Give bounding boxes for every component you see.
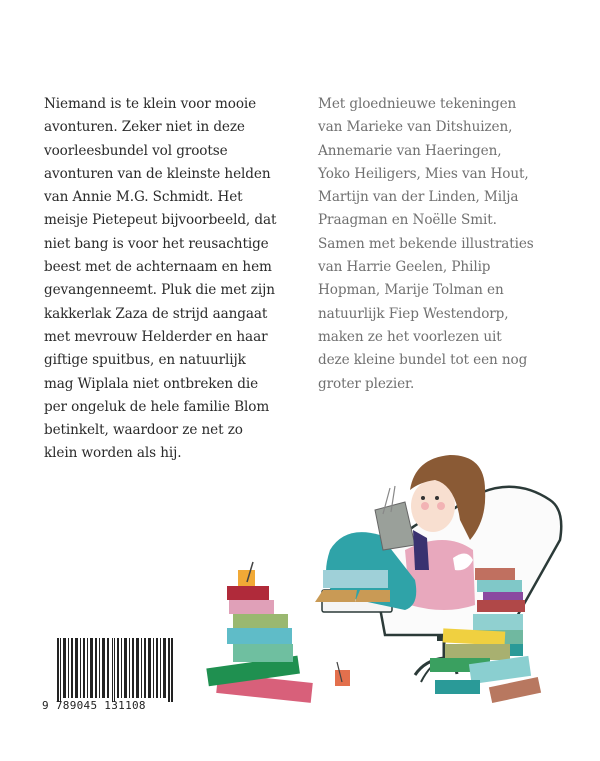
- text-line: deze kleine bundel tot een nog: [318, 352, 528, 369]
- isbn-number: 9 789045 131108: [42, 699, 146, 712]
- text-line: avonturen van de kleinste helden: [44, 165, 271, 182]
- text-line: met mevrouw Helderder en haar: [44, 328, 268, 345]
- text-line: Samen met bekende illustraties: [318, 235, 534, 252]
- text-line: kakkerlak Zaza de strijd aangaat: [44, 305, 268, 322]
- text-line: voorleesbundel vol grootse: [44, 142, 228, 159]
- text-line: meisje Pietepeut bijvoorbeeld, dat: [44, 212, 277, 229]
- isbn-barcode: [42, 632, 176, 714]
- text-line: Annemarie van Haeringen,: [318, 142, 502, 159]
- text-line: natuurlijk Fiep Westendorp,: [318, 305, 509, 322]
- text-line: Praagman en Noëlle Smit.: [318, 212, 497, 229]
- text-line: giftige spuitbus, en natuurlijk: [44, 352, 246, 369]
- text-line: beest met de achternaam en hem: [44, 259, 272, 276]
- text-line: groter plezier.: [318, 375, 415, 392]
- text-line: Martijn van der Linden, Milja: [318, 189, 519, 206]
- text-line: mag Wiplala niet ontbreken die: [44, 375, 259, 392]
- text-line: Hopman, Marije Tolman en: [318, 282, 504, 299]
- text-line: van Marieke van Ditshuizen,: [318, 119, 513, 136]
- text-line: klein worden als hij.: [44, 445, 182, 462]
- illustrators-text-right: [318, 93, 580, 396]
- text-line: Yoko Heiligers, Mies van Hout,: [318, 165, 529, 182]
- text-line: gevangenneemt. Pluk die met zijn: [44, 282, 275, 299]
- text-line: van Annie M.G. Schmidt. Het: [44, 189, 243, 206]
- text-line: per ongeluk de hele familie Blom: [44, 398, 270, 415]
- text-line: Met gloednieuwe tekeningen: [318, 96, 517, 112]
- text-line: betinkelt, waardoor ze net zo: [44, 422, 243, 439]
- text-line: van Harrie Geelen, Philip: [318, 259, 491, 276]
- text-line: avonturen. Zeker niet in deze: [44, 119, 245, 136]
- text-line: Niemand is te klein voor mooie: [44, 96, 257, 112]
- text-line: maken ze het voorlezen uit: [318, 328, 502, 345]
- description-text-left: [44, 93, 306, 466]
- reading-child-illustration: [205, 430, 600, 730]
- text-line: niet bang is voor het reusachtige: [44, 235, 269, 252]
- barcode-bars-icon: [57, 638, 173, 702]
- book-stack-left: [206, 562, 312, 703]
